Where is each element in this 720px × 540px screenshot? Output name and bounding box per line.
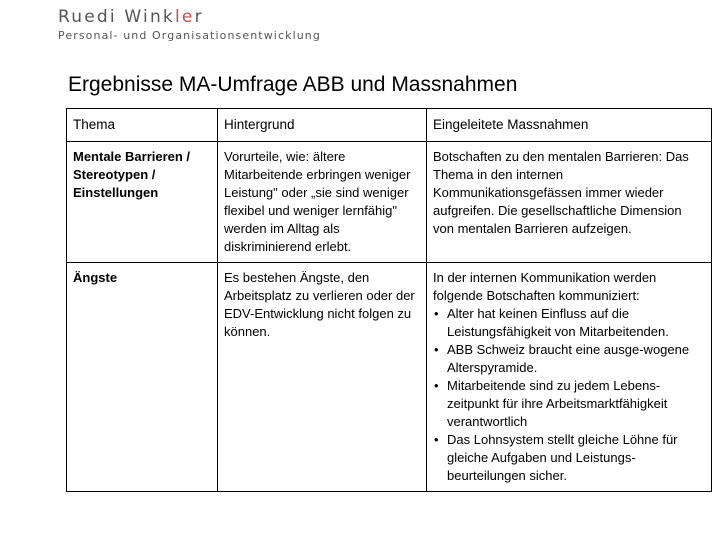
header-thema: Thema [67,109,218,142]
list-item [433,377,705,431]
row1-massnahmen: Botschaften zu den mentalen Barrieren: Das Thema in den internen Kommunikationsgefässen immer wieder aufgreifen. Die gesellschaftliche Dimension von mentalen Barrieren aufzeigen. [433,149,689,236]
bullet-icon: • [434,378,439,393]
row2-massnahmen-intro: In der internen Kommunikation werden folgende Botschaften kommuniziert: [433,270,657,303]
row2-thema: Ängste [73,270,118,285]
list-item-text: Das Lohnsystem stellt gleiche Löhne für gleiche Aufgaben und Leistungs-beurteilungen sicher. [447,432,678,483]
row1-hintergrund: Vorurteile, wie: ältere Mitarbeitende erbringen weniger Leistung" oder „sie sind weniger flexibel und weniger lernfähig" werden im Alltag als diskriminierend erlebt. [224,149,411,254]
company-logo [58,6,321,43]
list-item [433,431,705,485]
table-row [67,142,712,263]
cell-thema [67,142,218,263]
list-item-text: Mitarbeitende sind zu jedem Lebens-zeitpunkt für ihre Arbeitsmarktfähigkeit verantwortlich [447,378,668,429]
row1-thema: Mentale Barrieren / Stereotypen / Einstellungen [73,149,191,200]
header-massnahmen: Eingeleitete Massnahmen [427,109,712,142]
measures-table [66,108,712,492]
header-hintergrund: Hintergrund [218,109,427,142]
table-header-row [67,109,712,142]
logo-subtitle: Personal- und Organisationsentwicklung [58,29,321,42]
bullet-icon: • [434,342,439,357]
cell-thema [67,263,218,492]
cell-hintergrund [218,263,427,492]
row2-hintergrund: Es bestehen Ängste, den Arbeitsplatz zu verlieren oder der EDV-Entwicklung nicht folgen zu können. [224,270,415,339]
list-item [433,341,705,377]
logo-name-part-1: Ruedi Wink [58,7,175,27]
message-list [433,305,705,485]
bullet-icon: • [434,432,439,447]
bullet-icon: • [434,306,439,321]
cell-massnahmen [427,263,712,492]
logo-name-part-2: r [194,7,204,27]
list-item-text: ABB Schweiz braucht eine ausge-wogene Alterspyramide. [447,342,690,375]
list-item [433,305,705,341]
table-row [67,263,712,492]
page-title: Ergebnisse MA-Umfrage ABB und Massnahmen [68,73,518,96]
logo-name [58,6,321,28]
logo-name-accent: le [174,7,195,27]
cell-massnahmen [427,142,712,263]
list-item-text: Alter hat keinen Einfluss auf die Leistungsfähigkeit von Mitarbeitenden. [447,306,669,339]
cell-hintergrund [218,142,427,263]
